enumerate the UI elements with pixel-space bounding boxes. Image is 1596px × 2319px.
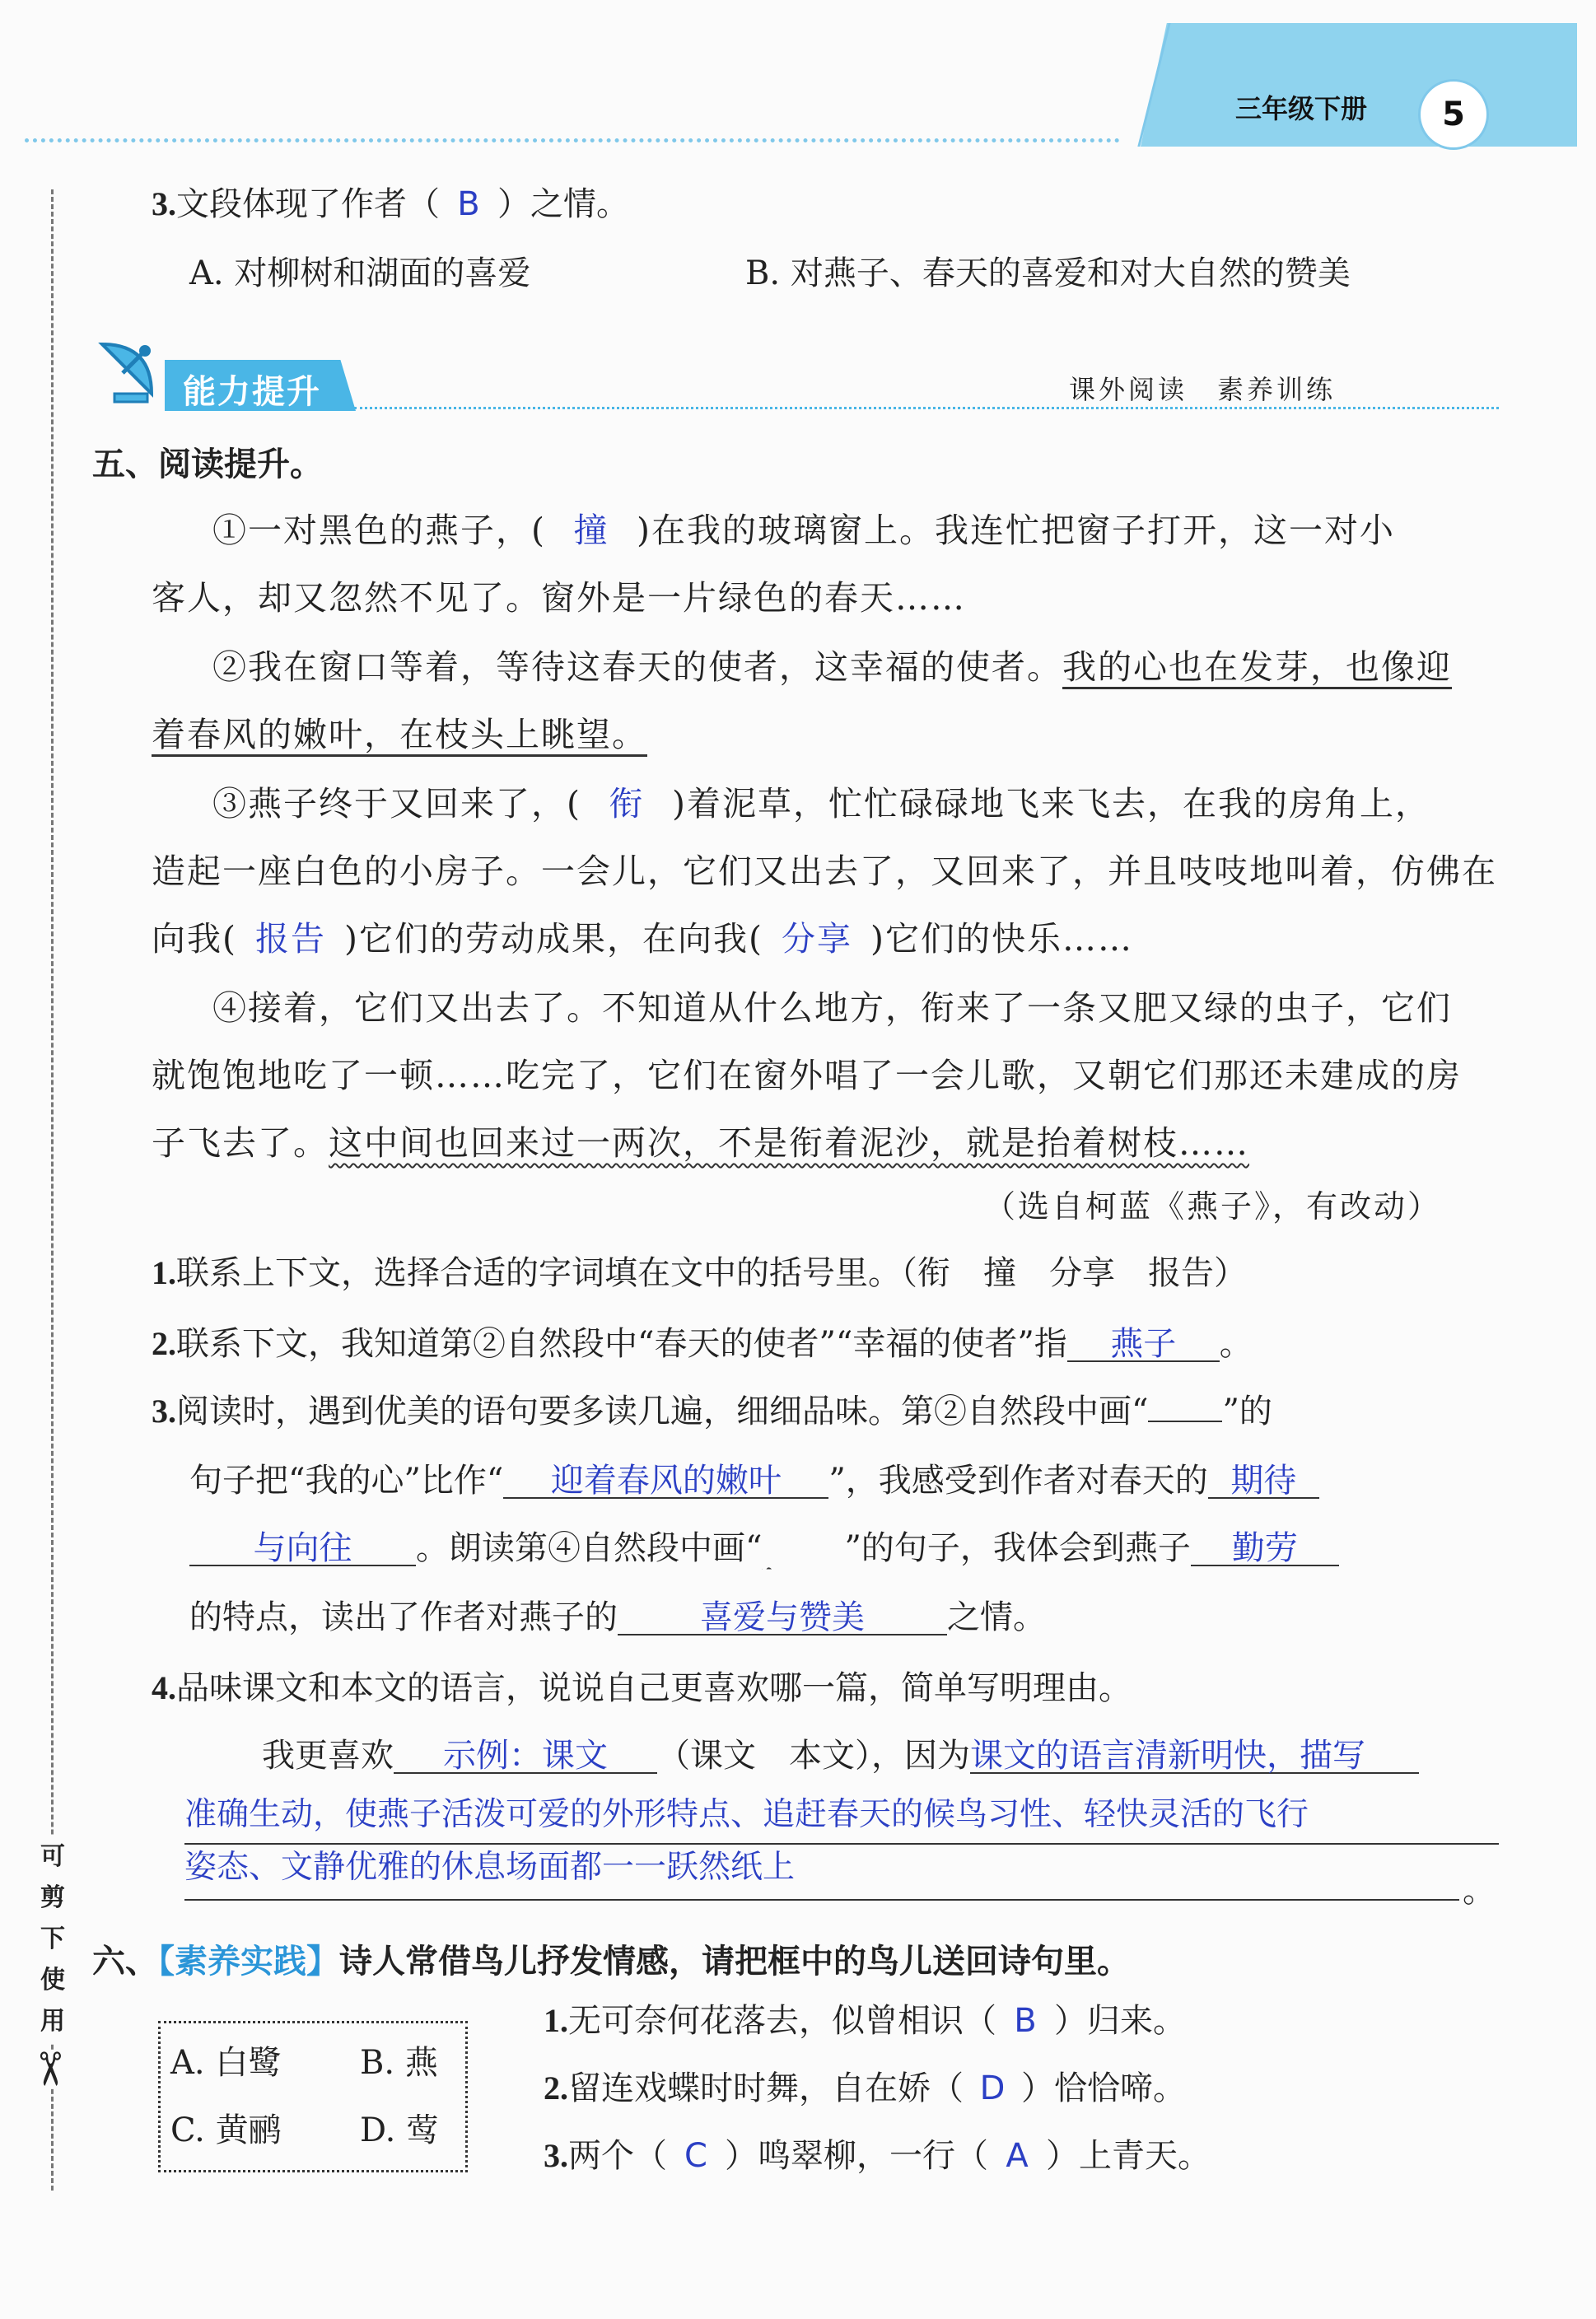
cut-char: 用: [40, 2007, 65, 2036]
poem-3-answer-1: C: [684, 2137, 707, 2175]
bird-option-a: A. 白鹭: [170, 2044, 282, 2082]
poem-1-answer: B: [1014, 2002, 1037, 2040]
p2-line1: ②我在窗口等着，等待这春天的使者，这幸福的使者。我的心也在发芽，也像迎: [212, 651, 1452, 684]
p3-answer-3: 分享: [782, 919, 852, 959]
p3-line2: 造起一座白色的小房子。一会儿，它们又出去了，又回来了，并且吱吱地叫着，仿佛在: [152, 852, 1497, 891]
p2-underlined-a: 我的心也在发芽，也像迎: [1062, 647, 1452, 689]
q3-answer-2b: 与向往: [189, 1532, 416, 1566]
p3-answer-1: 衔: [609, 784, 645, 824]
q3-answer-1: 迎着春风的嫩叶: [503, 1464, 828, 1499]
p1-line1: ①一对黑色的燕子，( 撞 )在我的玻璃窗上。我连忙把窗子打开，这一对小: [212, 511, 1395, 550]
q4-answer-1: 示例：课文: [394, 1739, 657, 1774]
cut-char: 剪: [40, 1883, 65, 1912]
bird-options-box: [158, 2021, 468, 2172]
grade-label: 三年级下册: [1235, 93, 1368, 124]
section-title: 能力提升: [183, 373, 321, 411]
q2: 2.联系下文，我知道第②自然段中“春天的使者”“幸福的使者”指 燕子 。: [152, 1325, 1253, 1363]
q4-answer-2a: 课文的语言清新明快，描写: [970, 1739, 1419, 1774]
page-number-badge: [1418, 79, 1489, 150]
cut-char: 使: [40, 1966, 65, 1995]
bird-option-d: D. 莺: [360, 2111, 440, 2149]
poem-3-answer-2: A: [1006, 2137, 1029, 2175]
poem-3: 3.两个（ C ）鸣翠柳，一行（ A ）上青天。: [544, 2137, 1211, 2175]
q4-answer-2c: 姿态、文静优雅的休息场面都一一跃然纸上: [184, 1849, 796, 1886]
q3-top-answer: B: [457, 185, 480, 223]
bird-option-c: C. 黄鹂: [170, 2111, 282, 2149]
p3-answer-2: 报告: [255, 919, 326, 959]
q3-answer-3: 勤劳: [1191, 1532, 1339, 1566]
poem-2: 2.留连戏蝶时时舞，自在娇（ D ）恰恰啼。: [544, 2069, 1186, 2107]
cut-char: 下: [40, 1925, 65, 1953]
satellite-icon: [86, 328, 168, 410]
header-tab: [1141, 23, 1577, 147]
page-number: 5: [1442, 96, 1465, 133]
q3-line4: 的特点，读出了作者对燕子的 喜爱与赞美 之情。: [189, 1598, 1046, 1636]
p2-line2: [152, 715, 647, 754]
section-divider: [354, 407, 1499, 409]
p3-line3: 向我( 报告 )它们的劳动成果，在向我( 分享 )它们的快乐……: [152, 919, 1133, 959]
part6-title: 六、【素养实践】诗人常借鸟儿抒发情感，请把框中的鸟儿送回诗句里。: [92, 1943, 1130, 1981]
q3-top-option-a: A. 对柳树和湖面的喜爱: [189, 254, 531, 292]
section-right-text: 课外阅读 素养训练: [1069, 374, 1337, 405]
cut-char: 可: [40, 1842, 65, 1871]
q4-line1: 我更喜欢 示例：课文 （课文 本文），因为课文的语言清新明快，描写: [262, 1739, 1419, 1774]
p4-line2: 就饱饱地吃了一顿……吃完了，它们在窗外唱了一会儿歌，又朝它们那还未建成的房: [152, 1056, 1462, 1095]
q3-answer-4: 喜爱与赞美: [618, 1601, 947, 1635]
q4-end-period: 。: [1463, 1872, 1496, 1910]
poem-1: 1.无可奈何花落去，似曾相识（ B ）归来。: [544, 2002, 1186, 2040]
q3-line1: 3.阅读时，遇到优美的语句要多读几遍，细细品味。第②自然段中画“ ”的: [152, 1393, 1272, 1430]
source-citation: （选自柯蓝《燕子》，有改动）: [984, 1188, 1442, 1225]
q3-top-stem: 3.文段体现了作者（ B ）之情。: [152, 185, 629, 223]
p4-wavy-underlined: 这中间也回来过一两次，不是衔着泥沙，就是抬着树枝……: [329, 1123, 1249, 1163]
q3-line3: 与向往 。朗读第④自然段中画“ ”的句子，我体会到燕子 勤劳: [189, 1532, 1339, 1566]
poem-2-answer: D: [979, 2069, 1006, 2107]
p1-line2: 客人，却又忽然不见了。窗外是一片绿色的春天……: [152, 578, 966, 618]
p1-answer: 撞: [573, 511, 609, 550]
q3-straight-line-sample: [1148, 1421, 1222, 1422]
q3-wavy-sample: [762, 1532, 844, 1565]
p4-line3: 子飞去了。这中间也回来过一两次，不是衔着泥沙，就是抬着树枝……: [152, 1123, 1249, 1163]
part5-title: 五、阅读提升。: [92, 446, 323, 483]
q4-answer-line-2: [184, 1843, 1499, 1845]
p2-underlined-b: 着春风的嫩叶，在枝头上眺望。: [152, 715, 647, 757]
q4-answer-2b: 准确生动，使燕子活泼可爱的外形特点、追赶春天的候鸟习性、轻快灵活的飞行: [184, 1796, 1309, 1833]
q3-line2: 句子把“我的心”比作“ 迎着春风的嫩叶 ”，我感受到作者对春天的 期待: [189, 1464, 1319, 1499]
q2-answer: 燕子: [1067, 1327, 1220, 1362]
p3-line1: ③燕子终于又回来了，( 衔 )着泥草，忙忙碌碌地飞来飞去，在我的房角上，: [212, 784, 1430, 824]
scissors-icon: ✂: [21, 2050, 76, 2088]
part6-tag: 【素养实践】: [158, 1943, 339, 1981]
q4-answer-line-3: [184, 1899, 1459, 1901]
q3-top-option-b: B. 对燕子、春天的喜爱和对大自然的赞美: [745, 254, 1351, 292]
q3-answer-2a: 期待: [1208, 1464, 1319, 1499]
q4: 4.品味课文和本文的语言，说说自己更喜欢哪一篇，简单写明理由。: [152, 1669, 1132, 1707]
p4-line1: ④接着，它们又出去了。不知道从什么地方，衔来了一条又肥又绿的虫子，它们: [212, 988, 1452, 1028]
header-dotted-line: [25, 138, 1120, 142]
q1: 1.联系上下文，选择合适的字词填在文中的括号里。（衔 撞 分享 报告）: [152, 1254, 1247, 1292]
cut-label: [38, 1836, 68, 2042]
bird-option-b: B. 燕: [360, 2044, 438, 2082]
